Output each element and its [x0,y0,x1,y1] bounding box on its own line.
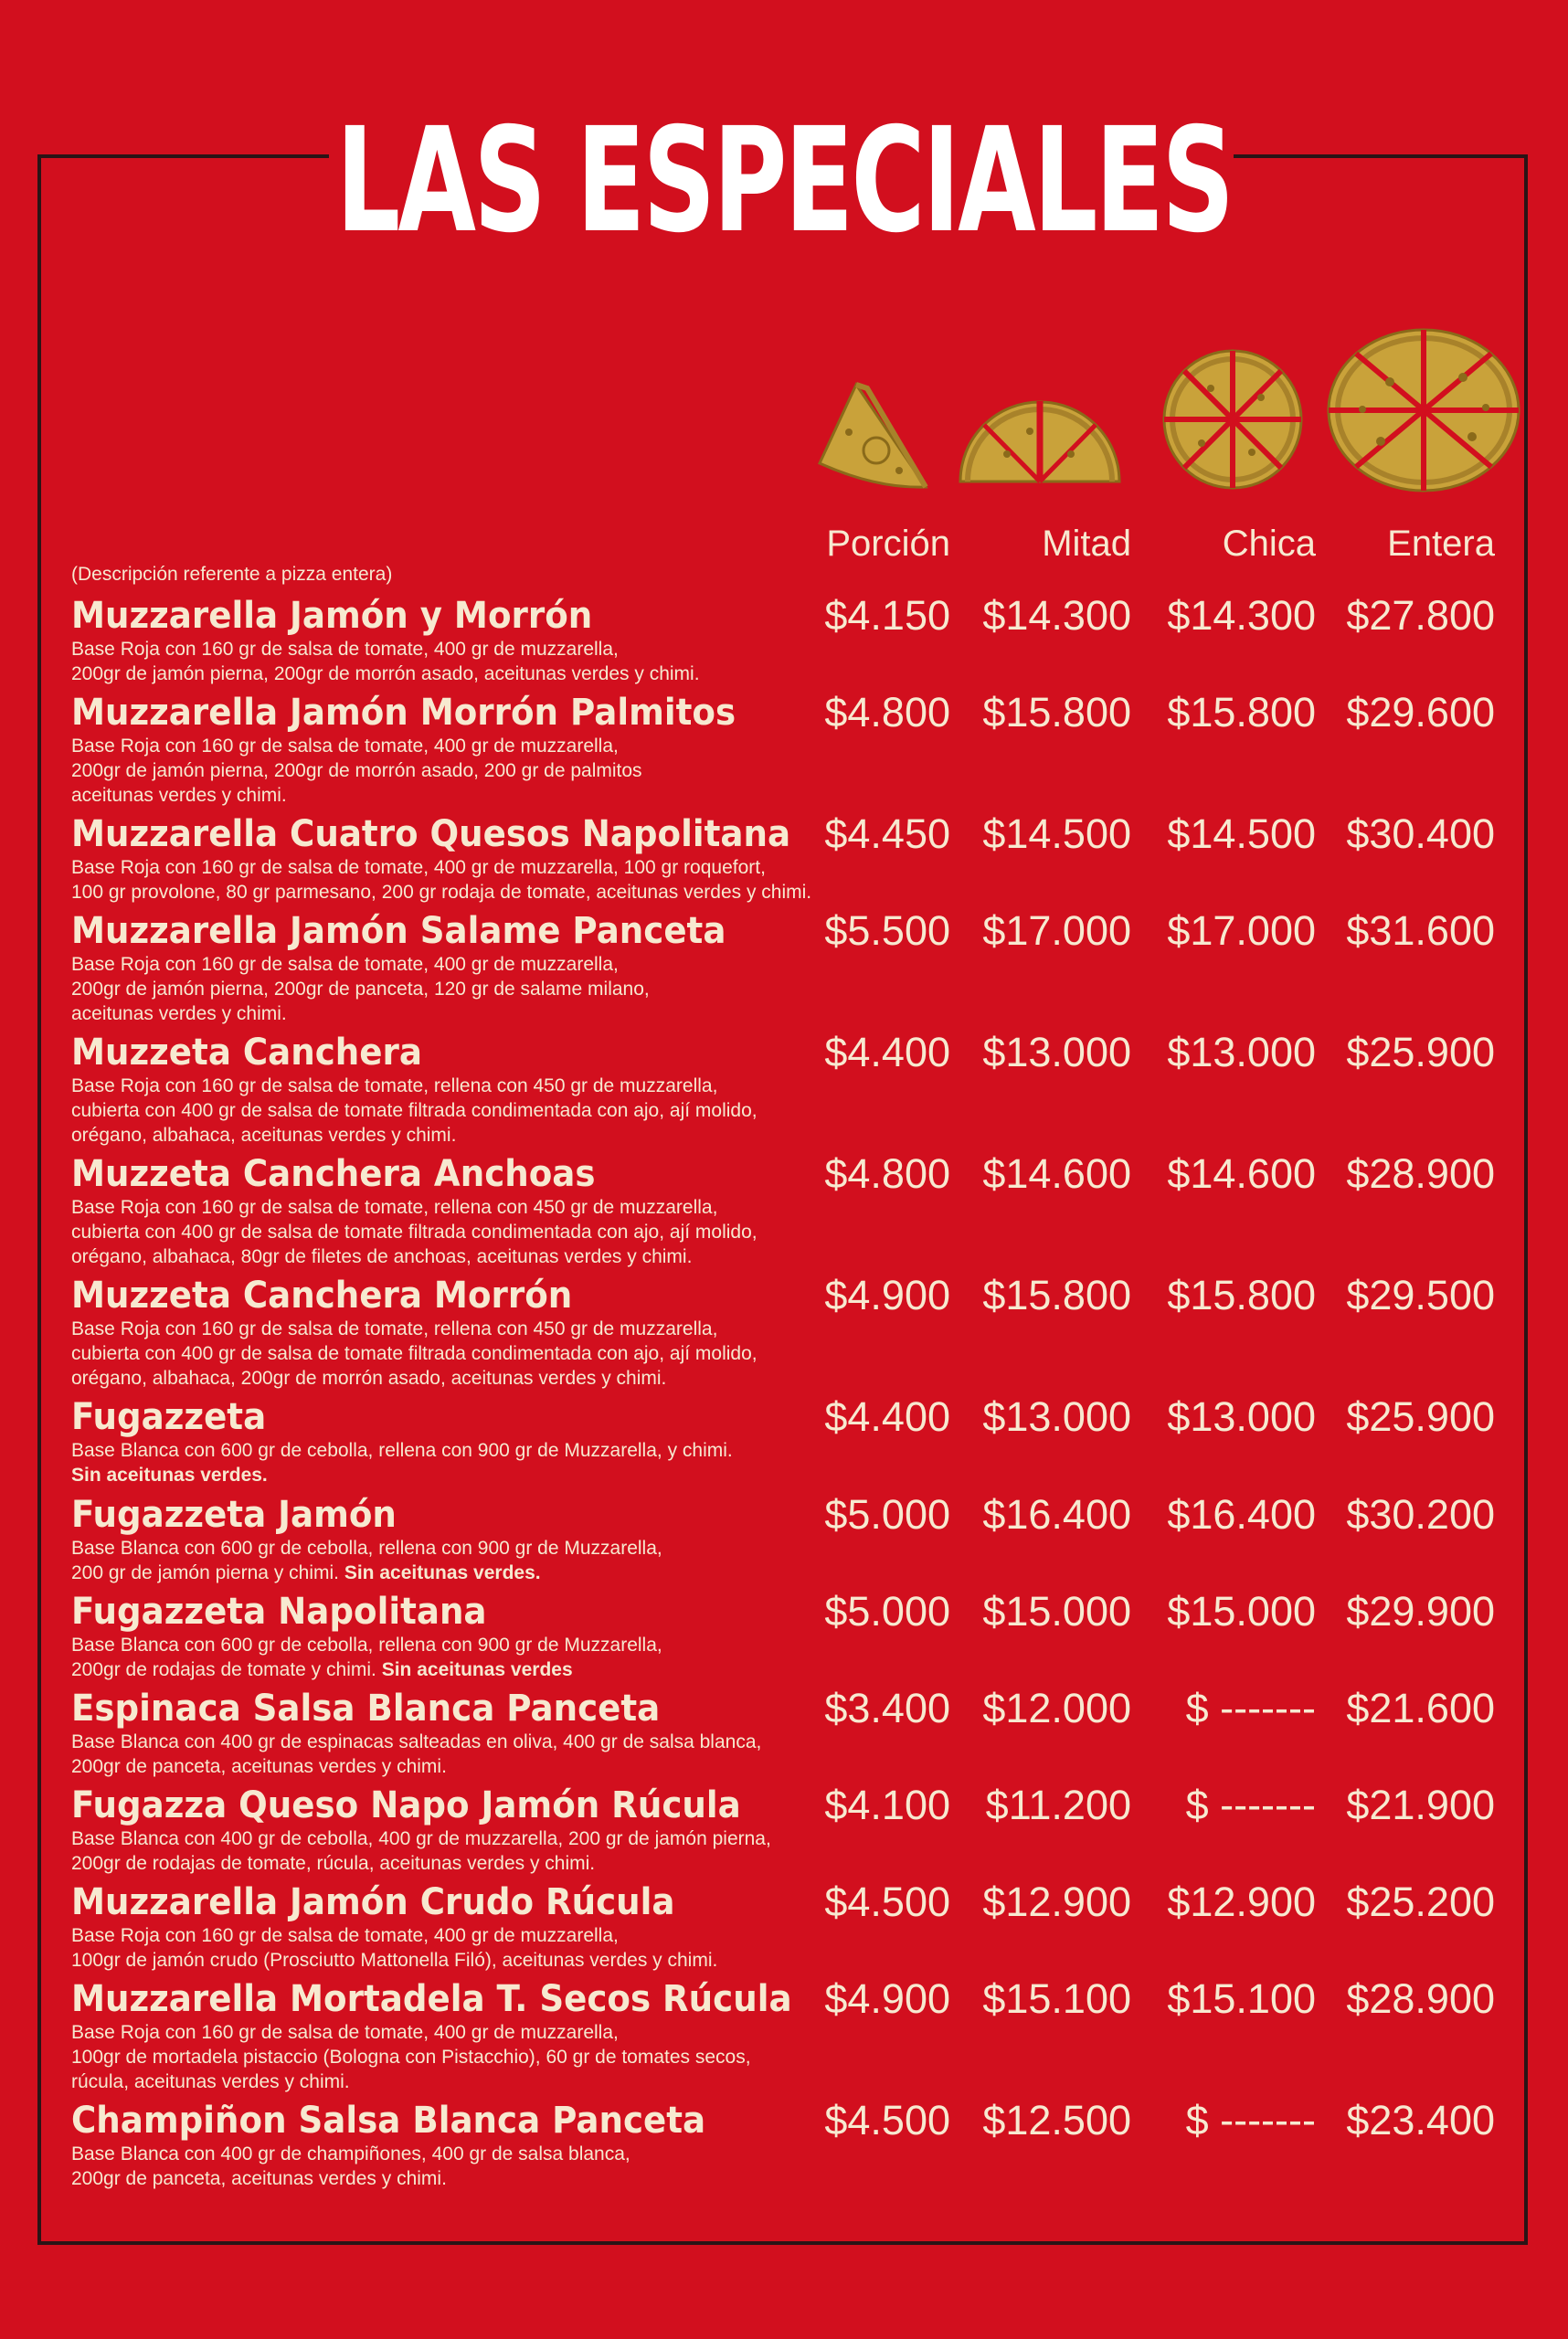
item-name: Fugazzeta Napolitana [71,1591,487,1633]
item-description-line: Base Blanca con 400 gr de champiñones, 400 gr de salsa blanca, [71,2143,630,2164]
price-porcion: $5.000 [824,1588,950,1635]
item-description [71,1826,875,1876]
item-description-line: 200gr de jamón pierna, 200gr de morrón asado, 200 gr de palmitos [71,760,642,781]
price-entera: $21.900 [1346,1782,1495,1828]
item-name: Muzzarella Cuatro Quesos Napolitana [71,813,791,855]
price-entera: $27.800 [1346,592,1495,639]
item-description [71,1438,875,1487]
price-entera: $21.600 [1346,1685,1495,1731]
price-entera: $25.900 [1346,1029,1495,1075]
price-porcion: $4.800 [824,689,950,736]
price-entera: $23.400 [1346,2097,1495,2143]
item-description-line: Base Roja con 160 gr de salsa de tomate, 400 gr de muzzarella, [71,1925,619,1946]
item-description-line: cubierta con 400 gr de salsa de tomate filtrada condimentada con ajo, ají molido, [71,1222,758,1243]
price-chica: $15.800 [1167,689,1316,736]
price-porcion: $4.900 [824,1975,950,2022]
price-mitad: $11.200 [985,1782,1131,1828]
item-description-line: Base Roja con 160 gr de salsa de tomate, rellena con 450 gr de muzzarella, [71,1075,718,1096]
description-note: (Descripción referente a pizza entera) [71,564,393,585]
price-mitad: $17.000 [982,907,1131,954]
price-chica: $16.400 [1167,1491,1316,1538]
page-title: LAS ESPECIALES [335,97,1233,265]
pizza-size-icons [809,324,1521,498]
column-header-entera: Entera [1387,524,1495,564]
price-porcion: $4.500 [824,1879,950,1925]
price-entera: $30.200 [1346,1491,1495,1538]
price-mitad: $15.800 [982,689,1131,736]
item-description-line: Base Blanca con 600 gr de cebolla, rellena con 900 gr de Muzzarella, y chimi. [71,1440,733,1461]
price-entera: $25.900 [1346,1393,1495,1440]
price-chica: $17.000 [1167,907,1316,954]
item-note-bold: Sin aceitunas verdes. [344,1562,541,1583]
item-description [71,952,875,1026]
item-name: Espinaca Salsa Blanca Panceta [71,1688,661,1730]
pizza-half-icon [957,390,1123,486]
item-description-line: Base Roja con 160 gr de salsa de tomate, rellena con 450 gr de muzzarella, [71,1318,718,1339]
item-name: Fugazzeta [71,1396,267,1438]
item-description [71,1536,875,1585]
price-mitad: $13.000 [982,1393,1131,1440]
price-porcion: $4.400 [824,1393,950,1440]
price-entera: $29.500 [1346,1272,1495,1318]
price-porcion: $4.500 [824,2097,950,2143]
price-entera: $29.900 [1346,1588,1495,1635]
item-name: Fugazza Queso Napo Jamón Rúcula [71,1784,741,1826]
price-entera: $29.600 [1346,689,1495,736]
pizza-small-icon [1160,347,1305,492]
item-description-line: orégano, albahaca, 80gr de filetes de anchoas, aceitunas verdes y chimi. [71,1246,693,1267]
item-name: Muzzeta Canchera Morrón [71,1275,573,1317]
item-name: Muzzarella Jamón Salame Panceta [71,910,726,952]
item-description-line: Base Roja con 160 gr de salsa de tomate, 400 gr de muzzarella, [71,954,619,975]
item-name: Muzzarella Jamón Crudo Rúcula [71,1881,675,1923]
price-entera: $28.900 [1346,1975,1495,2022]
price-porcion: $4.400 [824,1029,950,1075]
item-description-line: 200gr de rodajas de tomate y chimi. [71,1659,376,1680]
item-description [71,1074,875,1148]
item-description-line: Base Roja con 160 gr de salsa de tomate, 400 gr de muzzarella, [71,2022,619,2043]
price-chica: $14.300 [1167,592,1316,639]
item-description [71,855,875,905]
item-description [71,637,875,686]
column-header-porcion: Porción [826,524,950,564]
price-mitad: $15.800 [982,1272,1131,1318]
price-mitad: $15.000 [982,1588,1131,1635]
item-description-line: Base Roja con 160 gr de salsa de tomate, 400 gr de muzzarella, 100 gr roquefort, [71,857,766,878]
item-description-line: 200gr de jamón pierna, 200gr de morrón asado, aceitunas verdes y chimi. [71,663,700,684]
price-mitad: $15.100 [982,1975,1131,2022]
item-name: Muzzeta Canchera Anchoas [71,1153,596,1195]
item-description [71,1317,875,1391]
price-porcion: $4.800 [824,1150,950,1197]
price-porcion: $4.450 [824,810,950,857]
pizza-slice-icon [812,379,931,493]
price-mitad: $14.600 [982,1150,1131,1197]
item-description-line: 100gr de mortadela pistaccio (Bologna con Pistacchio), 60 gr de tomates secos, [71,2047,751,2068]
price-mitad: $12.000 [982,1685,1131,1731]
column-header-mitad: Mitad [1042,524,1131,564]
item-note-bold: Sin aceitunas verdes. [71,1465,268,1486]
price-mitad: $16.400 [982,1491,1131,1538]
item-description-line: 200gr de panceta, aceitunas verdes y chimi. [71,2168,447,2189]
item-description [71,1923,875,1973]
item-description [71,1195,875,1269]
price-mitad: $13.000 [982,1029,1131,1075]
item-description-line: Base Roja con 160 gr de salsa de tomate, rellena con 450 gr de muzzarella, [71,1197,718,1218]
price-porcion: $4.100 [824,1782,950,1828]
item-description-line: Base Blanca con 600 gr de cebolla, rellena con 900 gr de Muzzarella, [71,1538,662,1559]
item-description [71,2142,875,2191]
item-description-line: Base Blanca con 600 gr de cebolla, rellena con 900 gr de Muzzarella, [71,1635,662,1656]
item-name: Champiñon Salsa Blanca Panceta [71,2100,706,2142]
price-chica: $13.000 [1167,1393,1316,1440]
item-description-line: 100gr de jamón crudo (Prosciutto Mattonella Filó), aceitunas verdes y chimi. [71,1950,718,1971]
price-mitad: $14.300 [982,592,1131,639]
item-description-line: cubierta con 400 gr de salsa de tomate filtrada condimentada con ajo, ají molido, [71,1100,758,1121]
price-chica: $ ------- [1185,2097,1316,2143]
price-chica: $14.600 [1167,1150,1316,1197]
price-chica: $15.100 [1167,1975,1316,2022]
item-description-line: 200gr de rodajas de tomate, rúcula, aceitunas verdes y chimi. [71,1853,596,1874]
item-description-line: 200gr de jamón pierna, 200gr de panceta, 120 gr de salame milano, [71,979,650,1000]
pizza-whole-icon [1326,327,1521,493]
item-description-line: Base Blanca con 400 gr de cebolla, 400 gr de muzzarella, 200 gr de jamón pierna, [71,1828,771,1849]
price-entera: $31.600 [1346,907,1495,954]
price-chica: $ ------- [1185,1685,1316,1731]
price-porcion: $3.400 [824,1685,950,1731]
item-description-line: 200 gr de jamón pierna y chimi. [71,1562,339,1583]
item-note-bold: Sin aceitunas verdes [381,1659,573,1680]
price-chica: $14.500 [1167,810,1316,857]
item-description-line: cubierta con 400 gr de salsa de tomate filtrada condimentada con ajo, ají molido, [71,1343,758,1364]
price-mitad: $12.500 [982,2097,1131,2143]
price-chica: $13.000 [1167,1029,1316,1075]
item-description-line: 100 gr provolone, 80 gr parmesano, 200 gr rodaja de tomate, aceitunas verdes y chimi. [71,882,812,903]
price-chica: $12.900 [1167,1879,1316,1925]
item-name: Muzzeta Canchera [71,1032,422,1074]
item-name: Fugazzeta Jamón [71,1494,397,1536]
price-chica: $15.000 [1167,1588,1316,1635]
column-header-chica: Chica [1222,524,1316,564]
item-description-line: orégano, albahaca, 200gr de morrón asado, aceitunas verdes y chimi. [71,1368,667,1389]
price-chica: $ ------- [1185,1782,1316,1828]
item-description-line: Base Roja con 160 gr de salsa de tomate, 400 gr de muzzarella, [71,639,619,660]
item-description-line: aceitunas verdes y chimi. [71,1003,287,1024]
item-name: Muzzarella Mortadela T. Secos Rúcula [71,1978,792,2020]
item-description-line: rúcula, aceitunas verdes y chimi. [71,2071,350,2092]
price-mitad: $14.500 [982,810,1131,857]
price-porcion: $4.900 [824,1272,950,1318]
price-mitad: $12.900 [982,1879,1131,1925]
item-description-line: aceitunas verdes y chimi. [71,785,287,806]
price-porcion: $5.500 [824,907,950,954]
item-description-line: 200gr de panceta, aceitunas verdes y chimi. [71,1756,447,1777]
item-name: Muzzarella Jamón Morrón Palmitos [71,692,736,734]
price-chica: $15.800 [1167,1272,1316,1318]
price-porcion: $5.000 [824,1491,950,1538]
price-entera: $30.400 [1346,810,1495,857]
item-description [71,2020,875,2094]
item-description-line: Base Blanca con 400 gr de espinacas salteadas en oliva, 400 gr de salsa blanca, [71,1731,762,1752]
price-porcion: $4.150 [824,592,950,639]
item-description [71,734,875,808]
item-description [71,1633,875,1682]
item-description [71,1730,875,1779]
item-description-line: orégano, albahaca, aceitunas verdes y chimi. [71,1125,457,1146]
item-description-line: Base Roja con 160 gr de salsa de tomate, 400 gr de muzzarella, [71,736,619,757]
price-entera: $28.900 [1346,1150,1495,1197]
item-name: Muzzarella Jamón y Morrón [71,595,593,637]
price-entera: $25.200 [1346,1879,1495,1925]
